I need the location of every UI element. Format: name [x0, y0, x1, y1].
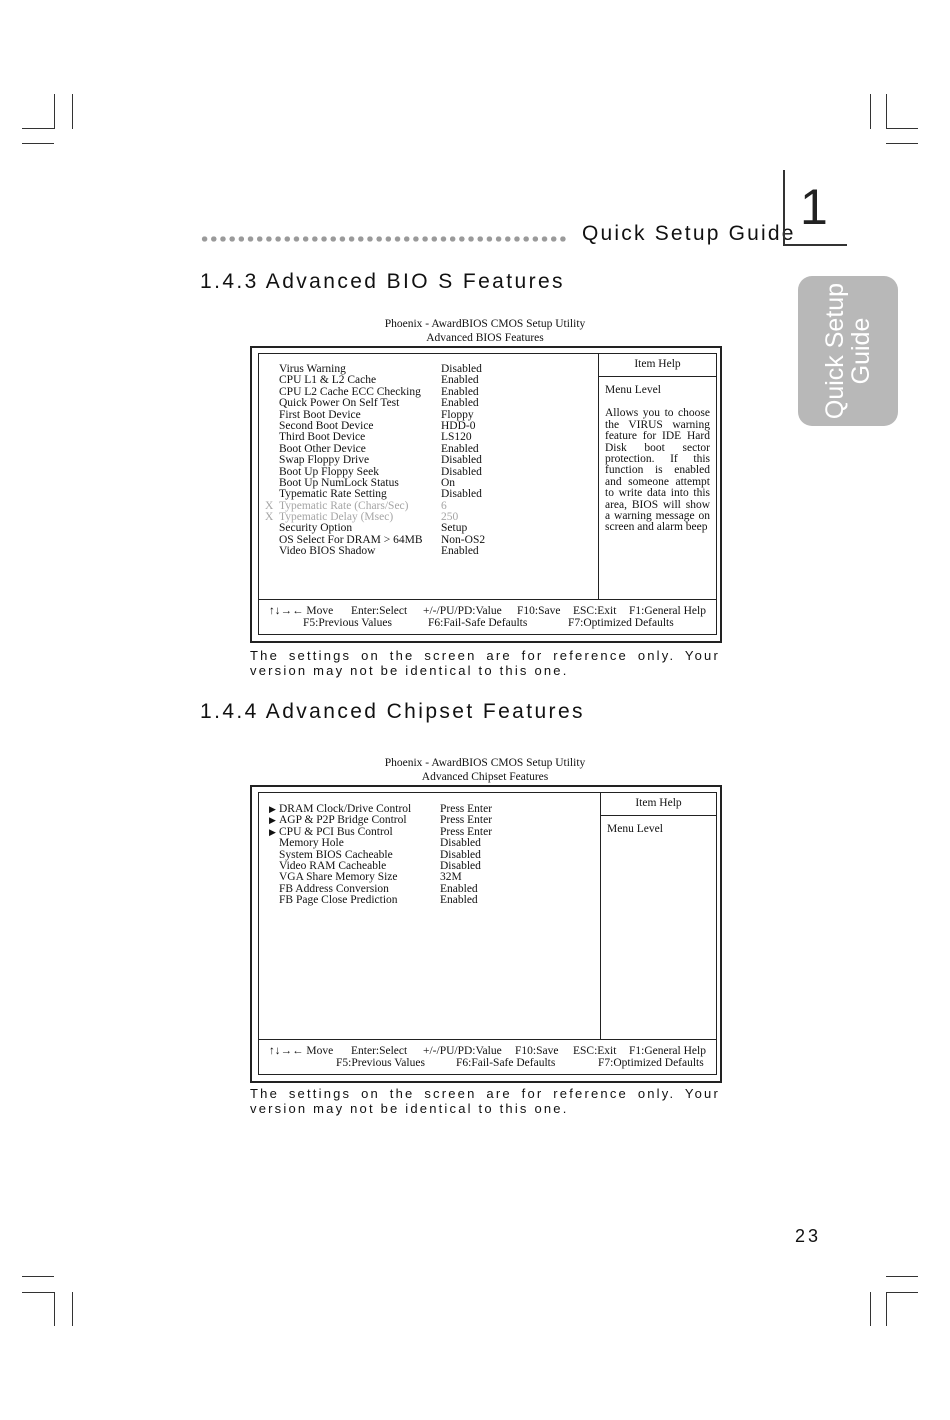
chipset-item-help-body: [607, 824, 710, 835]
key-previous-values: F5:Previous Values: [303, 617, 392, 629]
chipset-screen-subtitle: Advanced Chipset Features: [421, 771, 549, 783]
setting-quick-post[interactable]: Quick Power On Self Test Enabled: [279, 397, 479, 410]
crop-mark-top-right-v: [886, 94, 887, 129]
item-help-body: [605, 385, 710, 534]
submenu-arrow-icon: ▶: [269, 815, 276, 826]
key-previous-values: F5:Previous Values: [336, 1057, 425, 1069]
chipset-screen-title: Phoenix - AwardBIOS CMOS Setup Utility: [384, 757, 586, 769]
setting-security-option[interactable]: Security Option Setup: [279, 522, 468, 535]
header-dot-rule: [200, 236, 568, 242]
setting-cache-ecc[interactable]: CPU L2 Cache ECC Checking Enabled: [279, 385, 479, 398]
side-tab-line-1: Quick Setup: [821, 282, 849, 420]
section-heading-chipset-features: 1.4.4 Advanced Chipset Features: [200, 700, 585, 723]
key-value: +/-/PU/PD:Value: [423, 1045, 502, 1057]
chipset-item-help-panel: [600, 793, 716, 1040]
bios-screen-advanced-bios: [250, 346, 722, 643]
section-heading-bios-features: 1.4.3 Advanced BIO S Features: [200, 270, 565, 293]
crop-mark-bottom-right-v: [886, 1292, 887, 1326]
chipset-screen-inner-frame: [258, 792, 717, 1075]
bios-screen-subtitle: Advanced BIOS Features: [426, 332, 544, 344]
item-help-title: Item Help: [599, 354, 716, 377]
crop-mark-bottom-left-h: [22, 1276, 54, 1277]
crop-mark-top-left-v2: [72, 94, 73, 129]
bios-screen-advanced-chipset: [250, 785, 722, 1083]
key-exit: ESC:Exit: [573, 1045, 617, 1057]
setting-system-bios-cacheable[interactable]: System BIOS Cacheable Disabled: [279, 848, 481, 861]
disabled-mark: X: [265, 511, 274, 524]
setting-cpu-cache[interactable]: CPU L1 & L2 Cache Enabled: [279, 374, 479, 387]
crop-mark-top-right-v2: [870, 94, 871, 129]
crop-mark-bottom-left-v2: [72, 1292, 73, 1326]
key-move: ↑↓→← Move: [269, 605, 334, 617]
key-general-help: F1:General Help: [629, 1045, 706, 1057]
bios-screen-title: Phoenix - AwardBIOS CMOS Setup Utility: [384, 318, 586, 330]
setting-boot-other[interactable]: Boot Other Device Enabled: [279, 442, 479, 455]
setting-typematic-rate-setting[interactable]: Typematic Rate Setting Disabled: [279, 488, 482, 501]
setting-dram-clock-submenu[interactable]: ▶ DRAM Clock/Drive Control Press Enter: [269, 803, 493, 815]
reference-note-2: The settings on the screen are for reference only. Your version may not be identical to this one.: [250, 1086, 720, 1116]
setting-vga-share-memory[interactable]: VGA Share Memory Size 32M: [279, 871, 462, 884]
setting-second-boot[interactable]: Second Boot Device HDD-0: [279, 419, 476, 432]
crop-mark-top-left-h: [22, 128, 54, 129]
key-save: F10:Save: [517, 605, 561, 617]
side-tab-label: [822, 283, 874, 419]
crop-mark-bottom-right-h2: [886, 1292, 918, 1293]
key-failsafe-defaults: F6:Fail-Safe Defaults: [428, 617, 528, 629]
key-optimized-defaults: F7:Optimized Defaults: [598, 1057, 704, 1069]
page-number: 23: [795, 1226, 822, 1246]
crop-mark-bottom-left-h2: [22, 1292, 54, 1293]
chipset-help-menu-level: Menu Level: [607, 823, 663, 835]
bios-screen-caption: [250, 317, 720, 345]
chapter-number: 1: [800, 179, 828, 235]
setting-first-boot[interactable]: First Boot Device Floppy: [279, 408, 474, 421]
submenu-arrow-icon: ▶: [269, 826, 276, 837]
reference-note-1: The settings on the screen are for reference only. Your version may not be identical to this one.: [250, 648, 720, 678]
crop-mark-bottom-left-v: [54, 1292, 55, 1326]
disabled-mark: X: [265, 499, 274, 512]
chapter-side-tab: [798, 276, 898, 426]
help-menu-level: Menu Level: [605, 384, 661, 396]
crop-mark-top-left-h2: [22, 143, 54, 144]
setting-video-shadow[interactable]: Video BIOS Shadow Enabled: [279, 545, 479, 558]
setting-cpu-pci-submenu[interactable]: ▶ CPU & PCI Bus Control Press Enter: [269, 825, 493, 838]
running-header-title: Quick Setup Guide: [582, 222, 796, 245]
crop-mark-top-left-v: [54, 94, 55, 129]
key-optimized-defaults: F7:Optimized Defaults: [568, 617, 674, 629]
setting-numlock[interactable]: Boot Up NumLock Status On: [279, 476, 456, 489]
setting-fb-address-conversion[interactable]: FB Address Conversion Enabled: [279, 882, 478, 895]
crop-mark-bottom-right-v2: [870, 1292, 871, 1326]
chipset-item-help-title: Item Help: [601, 793, 716, 816]
key-value: +/-/PU/PD:Value: [423, 605, 502, 617]
chipset-screen-caption: [250, 756, 720, 784]
key-exit: ESC:Exit: [573, 605, 617, 617]
setting-typematic-delay: X Typematic Delay (Msec) 250: [265, 511, 459, 524]
help-description: Allows you to choose the VIRUS warning feature for IDE Hard Disk boot sector protection. If this function is enabled and someone attempt to write data into this area, BIOS will show a warning message on screen and alarm beep: [605, 407, 710, 534]
item-help-panel: [598, 354, 716, 600]
setting-video-ram-cacheable[interactable]: Video RAM Cacheable Disabled: [279, 859, 481, 872]
crop-mark-top-right-h2: [886, 143, 918, 144]
side-tab-line-2: Guide: [847, 317, 875, 385]
submenu-arrow-icon: ▶: [269, 804, 276, 814]
chipset-settings-list: [269, 803, 493, 907]
key-move: ↑↓→← Move: [269, 1045, 334, 1057]
setting-memory-hole[interactable]: Memory Hole Disabled: [279, 837, 481, 850]
setting-third-boot[interactable]: Third Boot Device LS120: [279, 431, 472, 444]
setting-fb-page-close[interactable]: FB Page Close Prediction Enabled: [279, 894, 478, 907]
crop-mark-top-right-h: [886, 128, 918, 129]
setting-typematic-rate: X Typematic Rate (Chars/Sec) 6: [265, 499, 447, 512]
key-failsafe-defaults: F6:Fail-Safe Defaults: [456, 1057, 556, 1069]
key-save: F10:Save: [515, 1045, 559, 1057]
setting-swap-floppy[interactable]: Swap Floppy Drive Disabled: [279, 454, 482, 467]
key-general-help: F1:General Help: [629, 605, 706, 617]
key-select: Enter:Select: [351, 1045, 408, 1057]
setting-agp-bridge-submenu[interactable]: ▶ AGP & P2P Bridge Control Press Enter: [269, 814, 493, 827]
setting-virus-warning[interactable]: Virus Warning Disabled: [279, 363, 482, 375]
bios-settings-list: [265, 363, 486, 558]
bios-key-legend: [259, 599, 716, 634]
bios-screen-inner-frame: [258, 353, 717, 635]
key-select: Enter:Select: [351, 605, 408, 617]
chipset-key-legend: [259, 1039, 716, 1074]
setting-floppy-seek[interactable]: Boot Up Floppy Seek Disabled: [279, 465, 482, 478]
setting-os-select[interactable]: OS Select For DRAM > 64MB Non-OS2: [279, 533, 486, 546]
crop-mark-bottom-right-h: [886, 1276, 918, 1277]
